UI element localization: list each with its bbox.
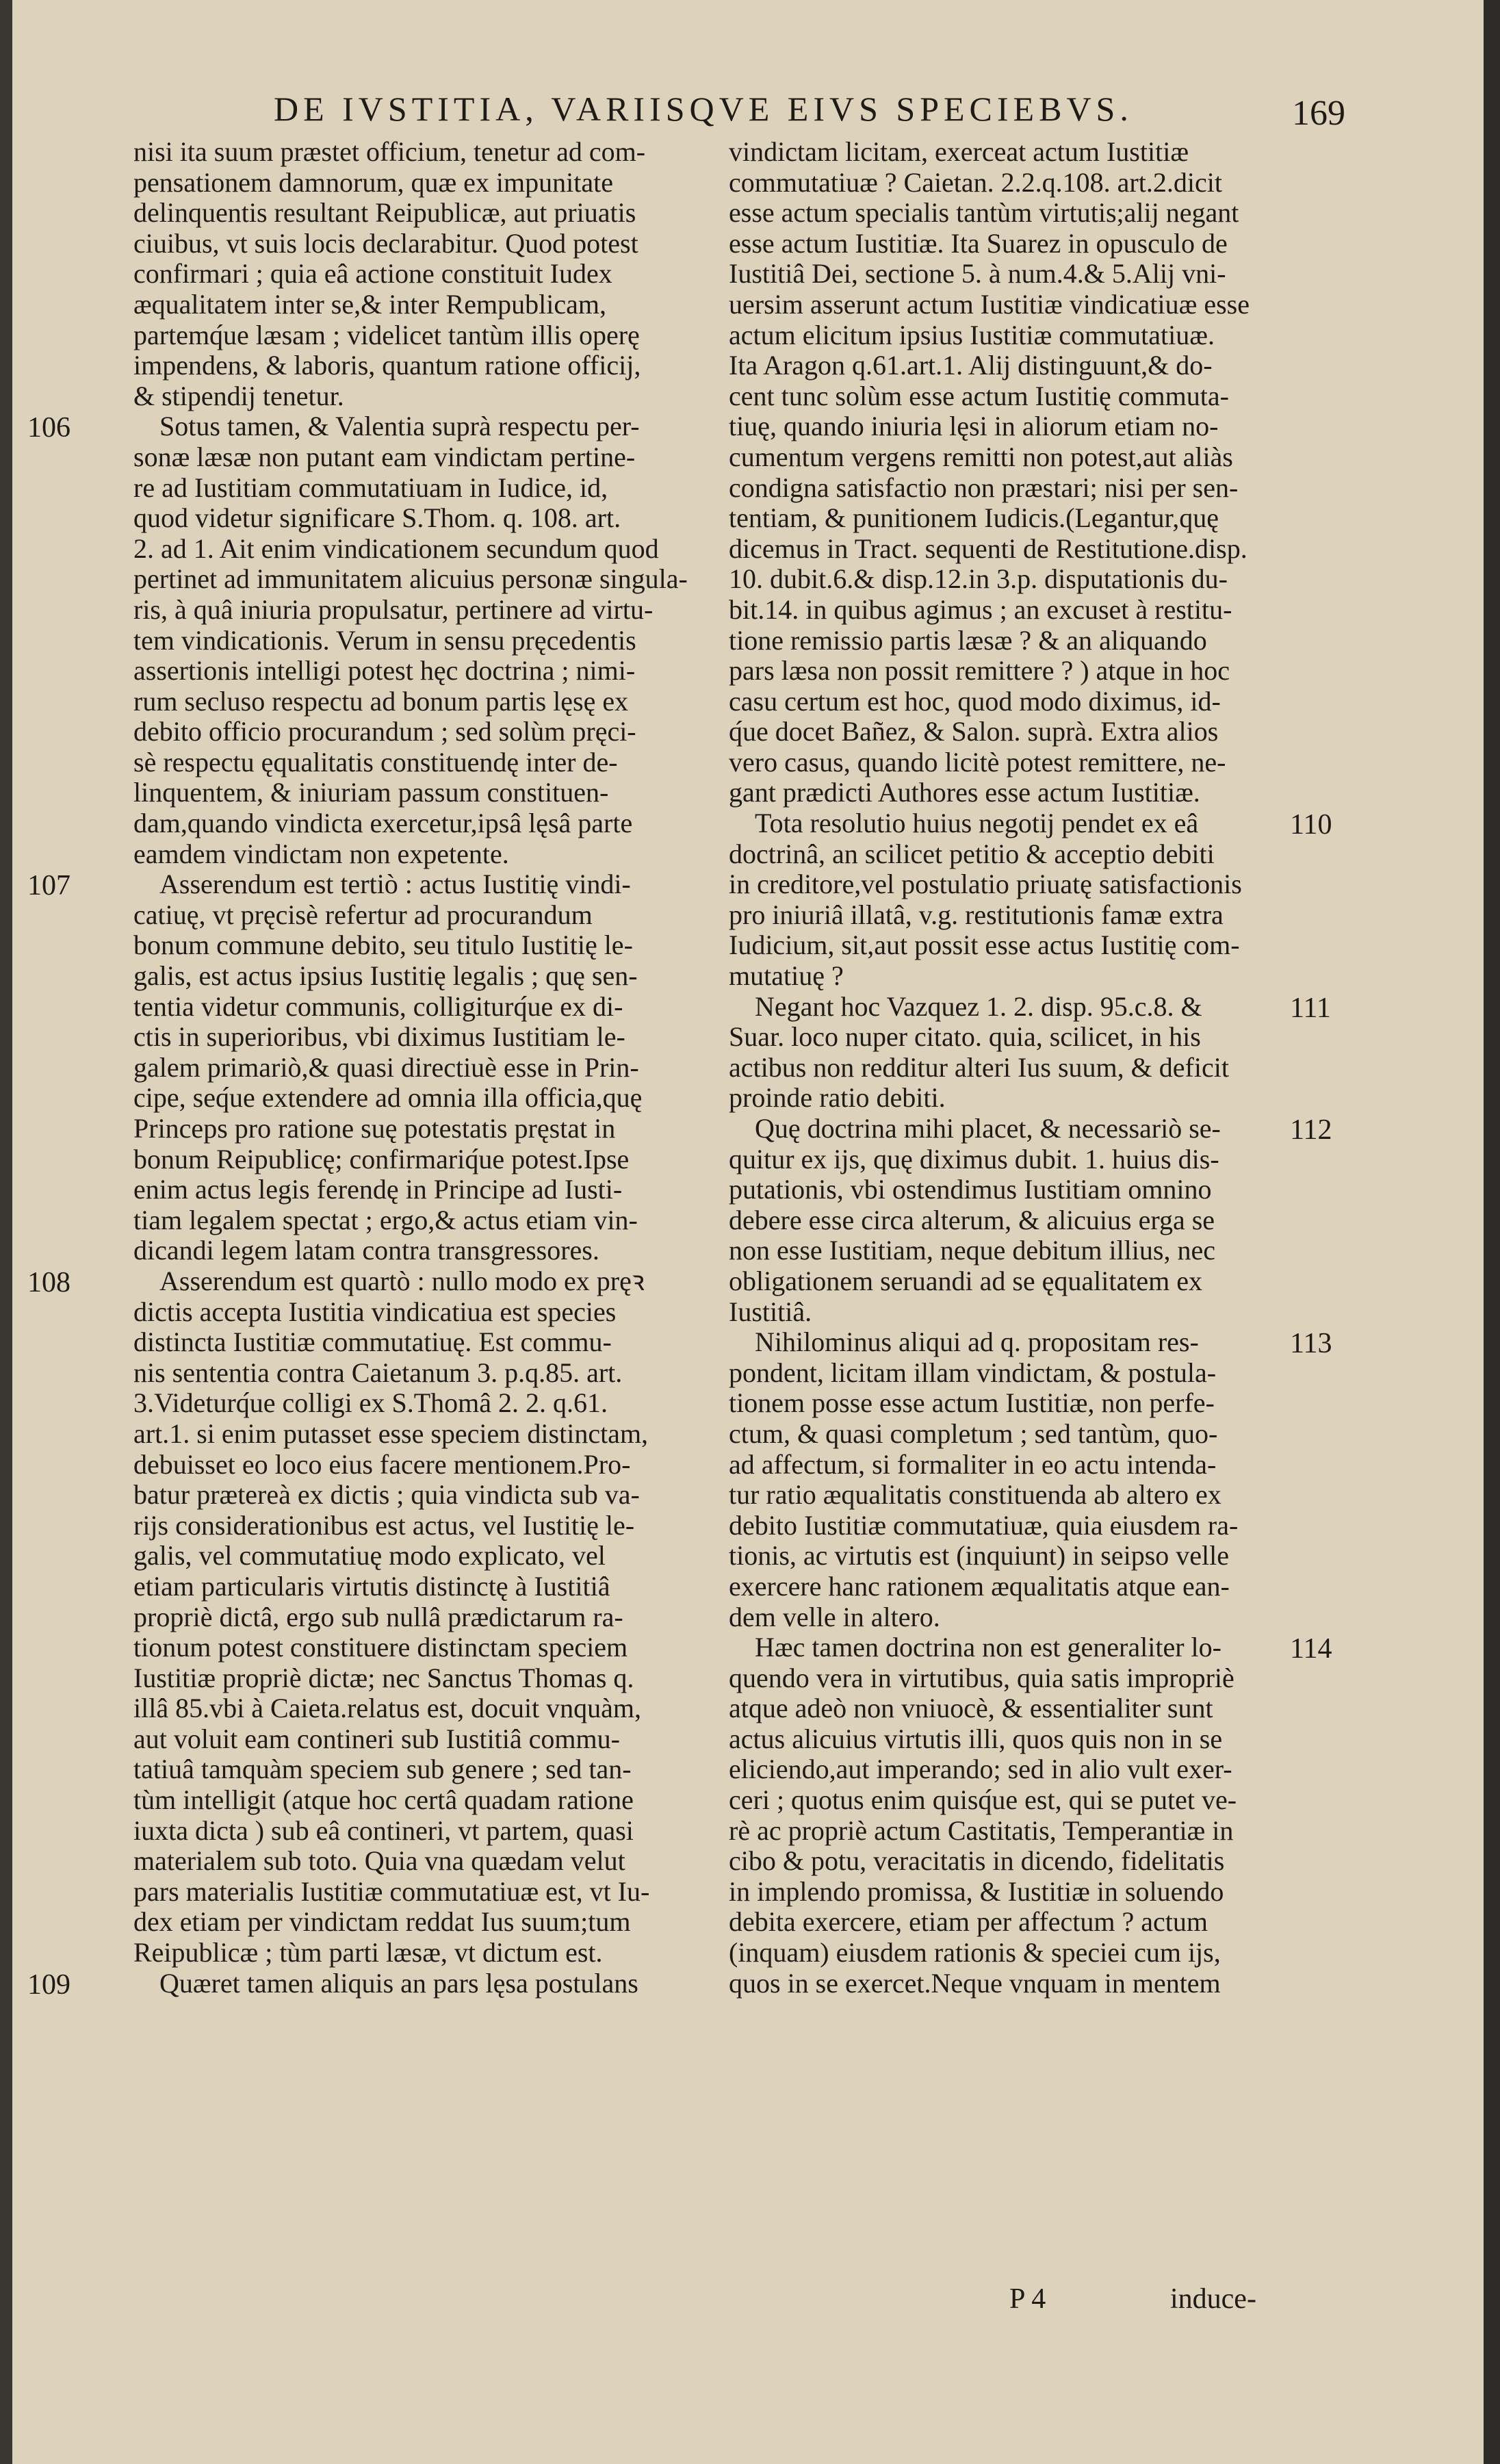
text-line: obligationem seruandi ad se ęqualitatem ex <box>729 1265 1202 1296</box>
right-text-column <box>729 137 1276 1999</box>
text-line: putationis, vbi ostendimus Iustitiam omnino <box>729 1174 1212 1205</box>
text-line: tem vindicationis. Verum in sensu pręcedentis <box>133 624 636 656</box>
text-line: Sotus tamen, & Valentia suprà respectu per- <box>159 411 640 442</box>
text-line: illâ 85.vbi à Caieta.relatus est, docuit vnquàm, <box>133 1693 642 1724</box>
text-line: ceri ; quotus enim quisq́ue est, qui se putet ve- <box>729 1784 1237 1816</box>
text-line: tur ratio æqualitatis constituenda ab altero ex <box>729 1479 1221 1511</box>
catchword: induce- <box>1170 2283 1256 2315</box>
text-line: atque adeò non vniuocè, & essentialiter sunt <box>729 1693 1213 1724</box>
text-line: & stipendij tenetur. <box>133 380 344 411</box>
left-text-column <box>133 136 688 1999</box>
text-line: (inquam) eiusdem rationis & speciei cum ijs, <box>729 1937 1221 1968</box>
text-line: casu certum est hoc, quod modo diximus, id- <box>729 685 1221 717</box>
text-line: esse actum specialis tantùm virtutis;alij negant <box>729 197 1239 229</box>
text-line: linquentem, & iniuriam passum constituen- <box>133 777 609 808</box>
text-line: ris, à quâ iniuria propulsatur, pertinere ad virtu- <box>133 593 654 625</box>
text-line: Asserendum est tertiò : actus Iustitię vindi- <box>159 869 631 900</box>
text-line: debita exercere, etiam per affectum ? actum <box>729 1906 1208 1938</box>
paragraph-number: 106 <box>27 412 70 444</box>
text-line: dam,quando vindicta exercetur,ipsâ lęsâ parte <box>133 808 633 839</box>
text-line: Quę doctrina mihi placet, & necessariò se- <box>755 1113 1221 1144</box>
text-line: tiuę, quando iniuria lęsi in aliorum etiam no- <box>729 411 1219 442</box>
text-line: rum secluso respectu ad bonum partis lęsę ex <box>133 685 629 717</box>
text-line: debuisset eo loco eius facere mentionem.Pro- <box>133 1448 631 1480</box>
page-number: 169 <box>1292 94 1345 133</box>
text-line: Asserendum est quartò : nullo modo ex pręꝛ <box>159 1265 645 1296</box>
paragraph-number: 111 <box>1290 992 1331 1024</box>
text-line: actus alicuius virtutis illi, quos quis non in se <box>729 1723 1223 1754</box>
text-line: pensationem damnorum, quæ ex impunitate <box>133 166 613 198</box>
text-line: Negant hoc Vazquez 1. 2. disp. 95.c.8. & <box>755 990 1202 1022</box>
text-line: nis sententia contra Caietanum 3. p.q.85. art. <box>133 1357 623 1388</box>
text-line: quendo vera in virtutibus, quia satis impropriè <box>729 1662 1234 1693</box>
text-line: galis, vel commutatiuę modo explicato, vel <box>133 1540 606 1571</box>
text-line: tionem posse esse actum Iustitiæ, non perfe- <box>729 1387 1215 1419</box>
text-line: impendens, & laboris, quantum ratione officij, <box>133 350 641 381</box>
text-line: dex etiam per vindictam reddat Ius suum;tum <box>133 1906 631 1938</box>
text-line: pro iniuriâ illatâ, v.g. restitutionis famæ extra <box>729 899 1224 930</box>
text-line: Iustitiæ propriè dictæ; nec Sanctus Thomas q. <box>133 1662 634 1693</box>
text-line: condigna satisfactio non præstari; nisi per sen- <box>729 472 1239 503</box>
text-line: commutatiuæ ? Caietan. 2.2.q.108. art.2.dicit <box>729 166 1222 198</box>
text-line: debito officio procurandum ; sed solùm pręci- <box>133 716 636 747</box>
text-line: enim actus legis ferendę in Principe ad Iusti- <box>133 1174 623 1205</box>
text-line: dictis accepta Iustitia vindicatiua est species <box>133 1296 617 1327</box>
text-line: aut voluit eam contineri sub Iustitiâ commu- <box>133 1723 620 1754</box>
paragraph-number: 112 <box>1290 1114 1332 1146</box>
text-line: bonum commune debito, seu titulo Iustitię le- <box>133 929 633 961</box>
text-line: galis, est actus ipsius Iustitię legalis ; quę sen- <box>133 960 638 992</box>
text-line: vero casus, quando licitè potest remittere, ne- <box>729 746 1226 778</box>
text-line: rijs considerationibus est actus, vel Iustitię le- <box>133 1509 635 1541</box>
text-line: doctrinâ, an scilicet petitio & acceptio debiti <box>729 838 1215 869</box>
text-line: in creditore,vel postulatio priuatę satisfactionis <box>729 869 1242 900</box>
paragraph-number: 110 <box>1290 809 1332 841</box>
text-line: nisi ita suum præstet officium, tenetur ad com- <box>133 136 646 167</box>
page-edge <box>0 0 12 2464</box>
text-line: tùm intelligit (atque hoc certâ quadam ratione <box>133 1784 634 1816</box>
text-line: re ad Iustitiam commutatiuam in Iudice, id, <box>133 472 608 503</box>
text-line: pertinet ad immunitatem alicuius personæ singula- <box>133 563 688 595</box>
text-line: cibo & potu, veracitatis in dicendo, fidelitatis <box>729 1845 1225 1877</box>
text-line: rè ac propriè actum Castitatis, Temperantiæ in <box>729 1814 1234 1846</box>
text-line: cumentum vergens remitti non potest,aut aliàs <box>729 441 1233 472</box>
text-line: non esse Iustitiam, neque debitum illius, nec <box>729 1235 1215 1266</box>
text-line: catiuę, vt pręcisè refertur ad procurandum <box>133 899 593 930</box>
text-line: dem velle in altero. <box>729 1601 940 1632</box>
text-line: partemq́ue læsam ; videlicet tantùm illis operę <box>133 319 640 350</box>
text-line: propriè dictâ, ergo sub nullâ prædictarum ra- <box>133 1601 623 1632</box>
text-line: dicandi legem latam contra transgressores. <box>133 1235 599 1266</box>
running-head: DE IVSTITIA, VARIISQVE EIVS SPECIEBVS. <box>274 90 1133 128</box>
text-line: quitur ex ijs, quę diximus dubit. 1. huius dis- <box>729 1143 1219 1175</box>
text-line: Iustitiâ Dei, sectione 5. à num.4.& 5.Alij vni- <box>729 258 1226 290</box>
text-line: ctis in superioribus, vbi diximus Iustitiam le- <box>133 1021 625 1053</box>
text-line: Suar. loco nuper citato. quia, scilicet, in his <box>729 1021 1201 1053</box>
page-header <box>0 89 1500 137</box>
text-line: eamdem vindictam non expetente. <box>133 838 509 869</box>
text-line: etiam particularis virtutis distinctę à Iustitiâ <box>133 1570 610 1602</box>
paragraph-number: 114 <box>1290 1633 1332 1665</box>
paragraph-number: 113 <box>1290 1328 1332 1360</box>
text-line: in implendo promissa, & Iustitiæ in soluendo <box>729 1875 1224 1907</box>
text-line: tentiam, & punitionem Iudicis.(Legantur,quę <box>729 502 1219 534</box>
text-line: bit.14. in quibus agimus ; an excuset à restitu- <box>729 593 1232 625</box>
text-line: Reipublicæ ; tùm parti læsæ, vt dictum est. <box>133 1937 603 1968</box>
text-line: tatiuâ tamquàm speciem sub genere ; sed tan- <box>133 1754 632 1785</box>
text-line: materialem sub toto. Quia vna quædam velut <box>133 1845 625 1877</box>
text-line: tiam legalem spectat ; ergo,& actus etiam vin- <box>133 1204 638 1235</box>
text-line: Ita Aragon q.61.art.1. Alij distinguunt,& do- <box>729 350 1213 381</box>
text-line: debito Iustitiæ commutatiuæ, quia eiusdem ra- <box>729 1509 1239 1541</box>
paragraph-number: 109 <box>27 1969 70 2001</box>
text-line: 2. ad 1. Ait enim vindicationem secundum quod <box>133 532 659 564</box>
text-line: pars læsa non possit remittere ? ) atque in hoc <box>729 655 1230 686</box>
text-line: iuxta dicta ) sub eâ contineri, vt partem, quasi <box>133 1814 634 1846</box>
paragraph-number: 107 <box>27 870 70 902</box>
text-line: batur prætereà ex dictis ; quia vindicta sub va- <box>133 1479 640 1511</box>
text-line: tionum potest constituere distinctam speciem <box>133 1632 628 1663</box>
text-line: tentia videtur communis, colligiturq́ue ex di- <box>133 990 623 1022</box>
text-line: quod videtur significare S.Thom. q. 108. art. <box>133 502 621 534</box>
text-line: Nihilominus aliqui ad q. propositam res- <box>755 1326 1199 1358</box>
text-line: q́ue docet Bañez, & Salon. suprà. Extra alios <box>729 716 1219 747</box>
text-line: mutatiuę ? <box>729 960 844 992</box>
text-line: confirmari ; quia eâ actione constituit Iudex <box>133 258 612 290</box>
text-line: pondent, licitam illam vindictam, & postula- <box>729 1357 1217 1388</box>
text-line: vindictam licitam, exerceat actum Iustitiæ <box>729 136 1189 167</box>
text-line: esse actum Iustitiæ. Ita Suarez in opusculo de <box>729 227 1228 259</box>
text-line: actibus non redditur alteri Ius suum, & deficit <box>729 1051 1229 1083</box>
text-line: Hæc tamen doctrina non est generaliter lo- <box>755 1632 1221 1663</box>
text-line: quos in se exercet.Neque vnquam in mentem <box>729 1967 1221 1999</box>
text-line: bonum Reipublicę; confirmariq́ue potest.Ipse <box>133 1143 630 1175</box>
text-line: Iudicium, sit,aut possit esse actus Iustitię com- <box>729 929 1240 961</box>
text-line: actum elicitum ipsius Iustitiæ commutatiuæ. <box>729 319 1215 350</box>
text-line: assertionis intelligi potest hęc doctrina ; nimi- <box>133 655 636 686</box>
text-line: delinquentis resultant Reipublicæ, aut priuatis <box>133 197 636 229</box>
text-line: 10. dubit.6.& disp.12.in 3.p. disputationis du- <box>729 563 1228 595</box>
text-line: sonæ læsæ non putant eam vindictam pertine- <box>133 441 636 472</box>
text-line: proinde ratio debiti. <box>729 1082 946 1114</box>
text-line: cent tunc solùm esse actum Iustitię commuta- <box>729 380 1229 411</box>
text-line: distincta Iustitiæ commutatiuę. Est commu- <box>133 1326 612 1358</box>
text-line: sè respectu ęqualitatis constituendę inter de- <box>133 746 618 778</box>
text-line: uersim asserunt actum Iustitiæ vindicatiuæ esse <box>729 288 1250 320</box>
text-line: gant prædicti Authores esse actum Iustitiæ. <box>729 777 1200 808</box>
text-line: galem primariò,& quasi directiuè esse in Prin- <box>133 1051 639 1083</box>
text-line: Iustitiâ. <box>729 1296 812 1327</box>
text-line: pars materialis Iustitiæ commutatiuæ est, vt Iu- <box>133 1875 650 1907</box>
text-line: cipe, seq́ue extendere ad omnia illa officia,quę <box>133 1082 643 1114</box>
text-line: æqualitatem inter se,& inter Rempublicam, <box>133 288 606 320</box>
text-line: ctum, & quasi completum ; sed tantùm, quo- <box>729 1417 1218 1449</box>
text-line: exercere hanc rationem æqualitatis atque ean- <box>729 1570 1230 1602</box>
signature-mark: P 4 <box>1009 2283 1046 2315</box>
text-line: debere esse circa alterum, & alicuius erga se <box>729 1204 1215 1235</box>
paragraph-number: 108 <box>27 1267 70 1299</box>
text-line: Tota resolutio huius negotij pendet ex eâ <box>755 808 1199 839</box>
text-line: ciuibus, vt suis locis declarabitur. Quod potest <box>133 227 638 259</box>
text-line: 3.Videturq́ue colligi ex S.Thomâ 2. 2. q.61. <box>133 1387 608 1419</box>
text-line: Quæret tamen aliquis an pars lęsa postulans <box>159 1967 638 1999</box>
text-line: tionis, ac virtutis est (inquiunt) in seipso velle <box>729 1540 1230 1571</box>
text-line: eliciendo,aut imperando; sed in alio vult exer- <box>729 1754 1232 1785</box>
text-line: dicemus in Tract. sequenti de Restitutione.disp. <box>729 532 1247 564</box>
text-line: ad affectum, si formaliter in eo actu intenda- <box>729 1448 1217 1480</box>
text-line: Princeps pro ratione suę potestatis pręstat in <box>133 1113 616 1144</box>
text-line: art.1. si enim putasset esse speciem distinctam, <box>133 1417 649 1449</box>
text-line: tione remissio partis læsæ ? & an aliquando <box>729 624 1207 656</box>
